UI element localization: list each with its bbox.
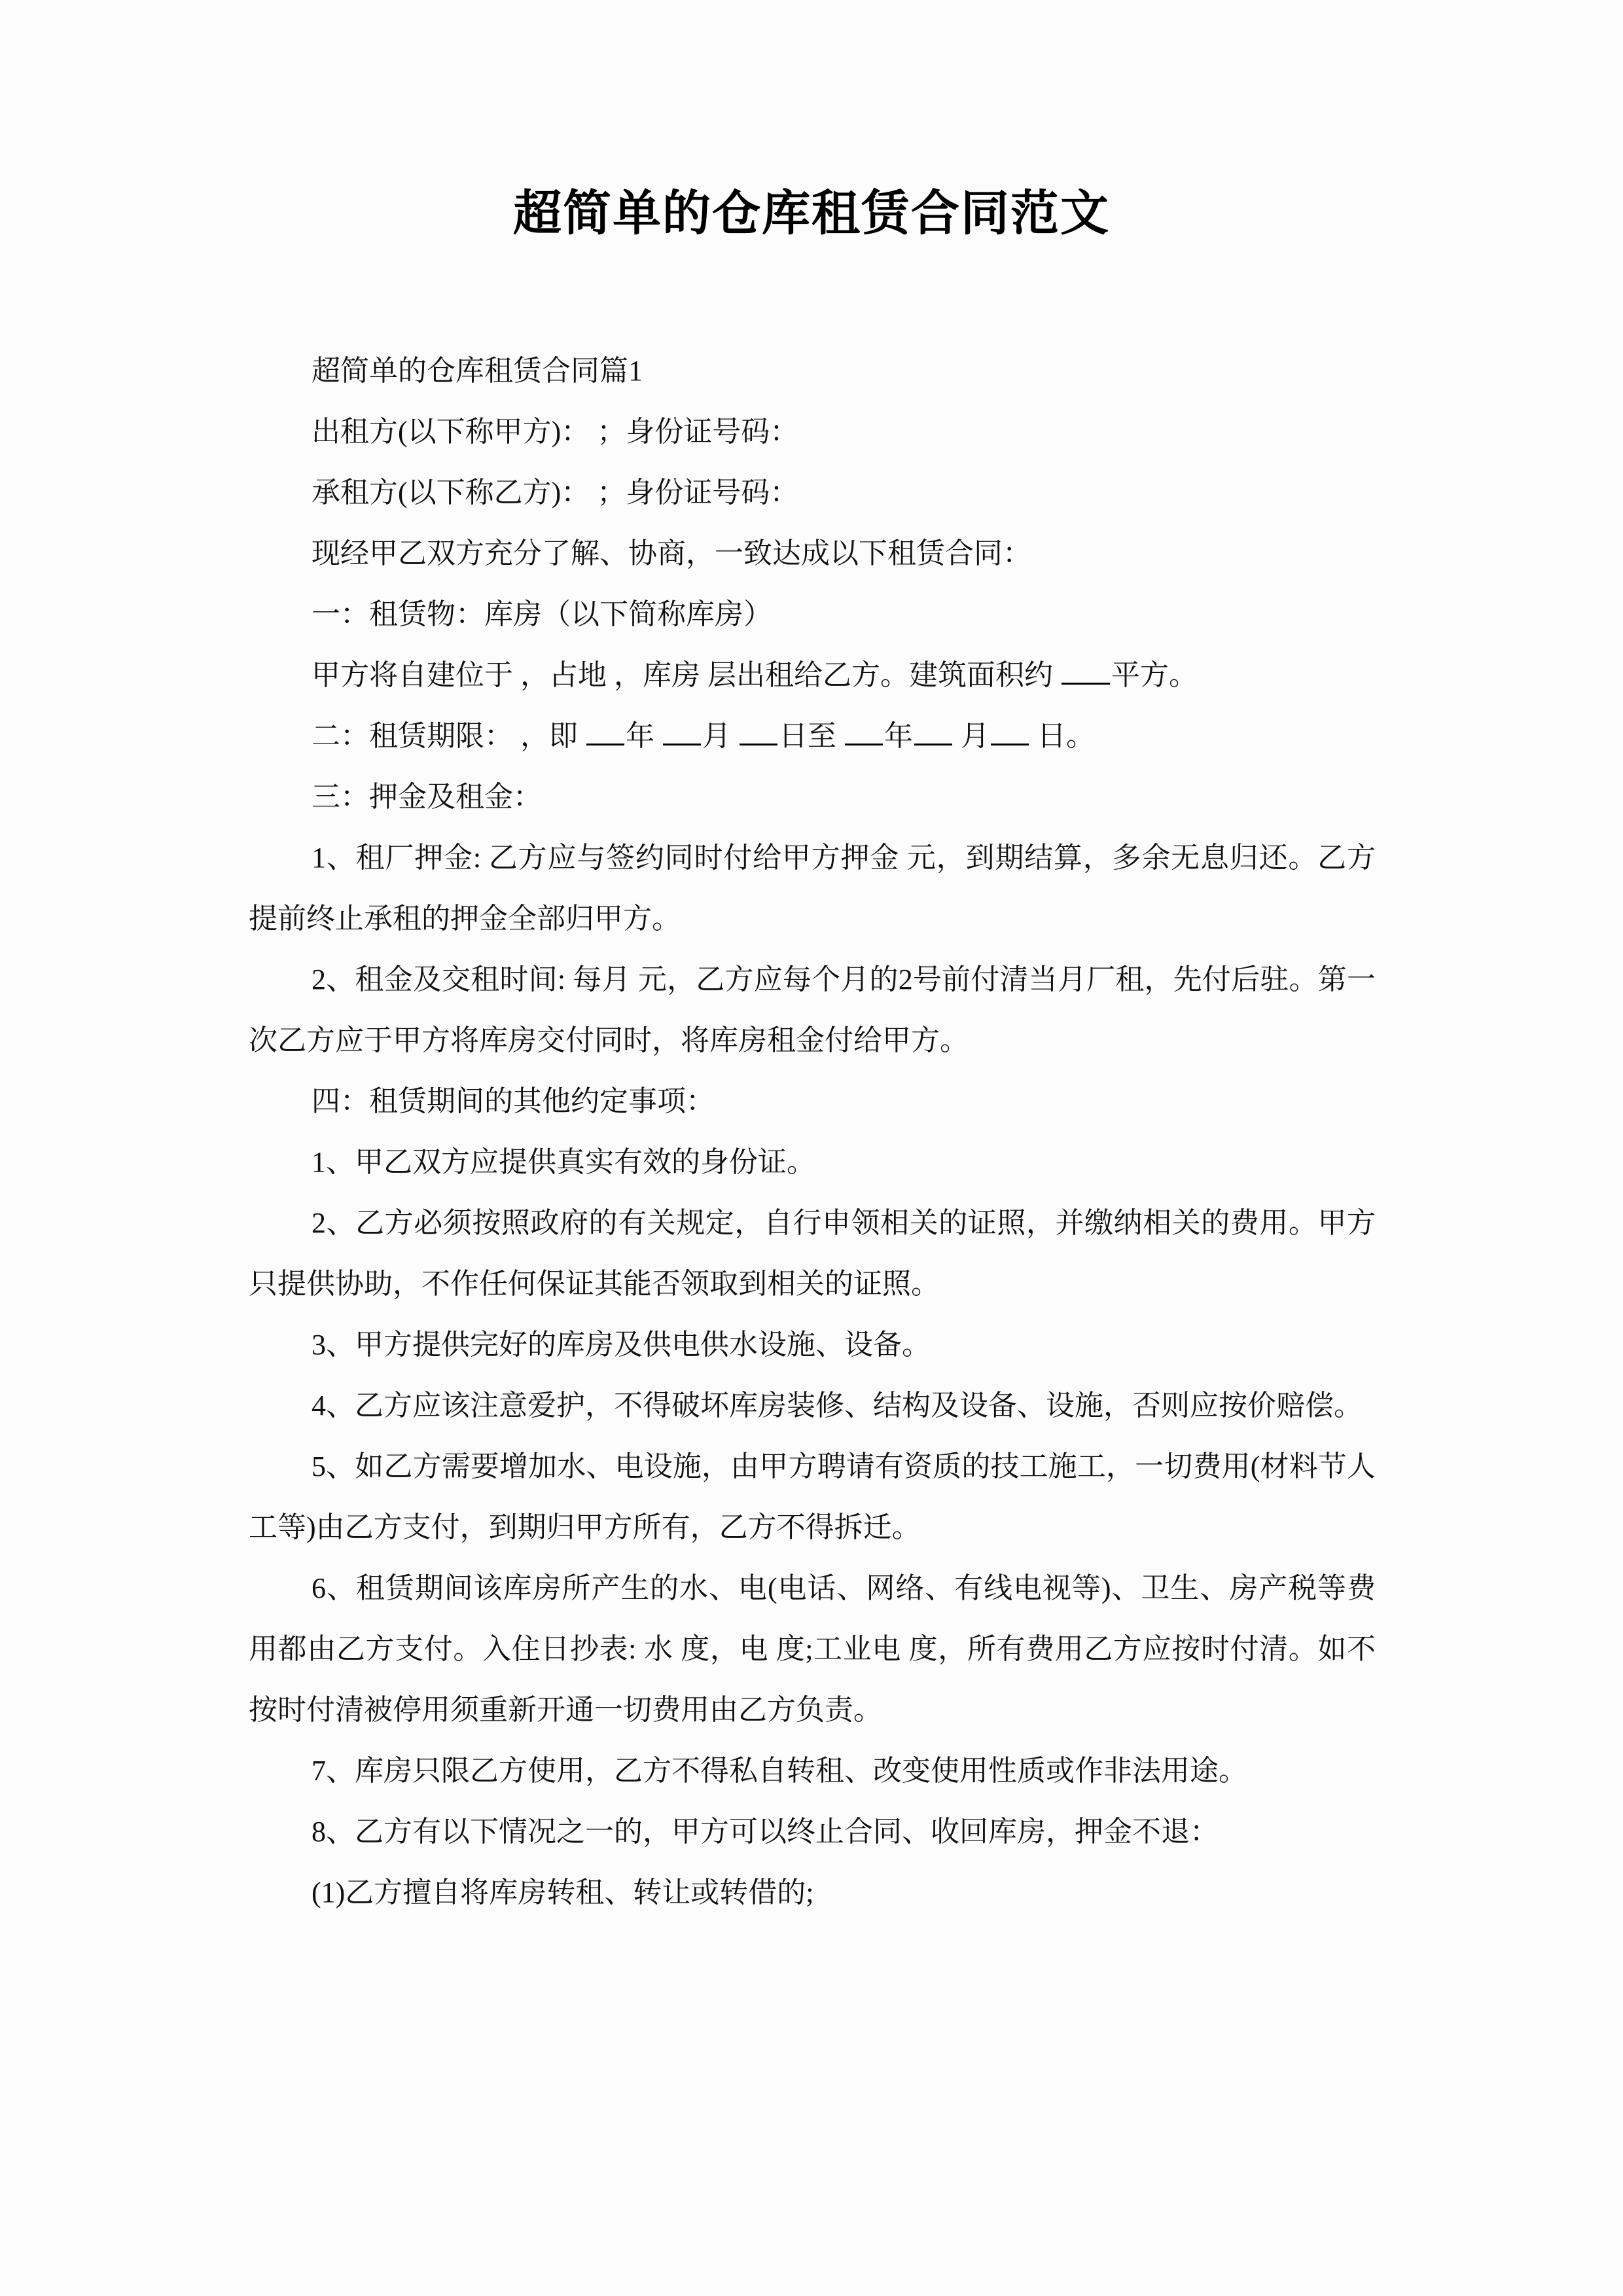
heading-sub: 超简单的仓库租赁合同篇1 — [312, 355, 643, 387]
document-body — [249, 340, 1376, 1923]
page-title: 超简单的仓库租赁合同范文 — [513, 185, 1110, 242]
item-4-4-care: 4、乙方应该注意爱护，不得破坏库房装修、结构及设备、设施，否则应按价赔偿。 — [312, 1390, 1363, 1422]
seg-day1: 日至 — [779, 720, 844, 752]
seg-month1: 月 — [702, 720, 738, 752]
clause-4-heading: 四：租赁期间的其他约定事项： — [312, 1085, 715, 1117]
item-4-2-licenses: 2、乙方必须按照政府的有关规定，自行申领相关的证照，并缴纳相关的费用。甲方只提供协助，不作任何保证其能否领取到相关的证照。 — [249, 1207, 1376, 1300]
item-4-8-sub-a: (1)乙方擅自将库房转租、转让或转借的; — [312, 1876, 814, 1909]
item-rent-payment: 2、租金及交租时间: 每月 元，乙方应每个月的2号前付清当月厂租，先付后驻。第一次乙方应于甲方将库房交付同时，将库房租金付给甲方。 — [249, 963, 1376, 1056]
clause-1-text-post: 平方。 — [1111, 659, 1198, 691]
seg-day2: 日。 — [1030, 720, 1095, 752]
seg-month2: 月 — [954, 720, 990, 752]
end-month-blank — [914, 744, 952, 745]
clause-1-heading: 一：租赁物：库房（以下简称库房） — [312, 598, 772, 630]
clause-1-text-pre: 甲方将自建位于 ，占地 ，库房 层出租给乙方。建筑面积约 — [312, 659, 1060, 691]
clause-3-heading: 三：押金及租金： — [312, 781, 542, 813]
item-4-3-facilities: 3、甲方提供完好的库房及供电供水设施、设备。 — [312, 1329, 931, 1361]
paragraph-lessor: 出租方(以下称甲方)： ；身份证号码： — [312, 416, 799, 448]
end-day-blank — [991, 744, 1029, 745]
item-deposit: 1、租厂押金: 乙方应与签约同时付给甲方押金 元，到期结算，多余无息归还。乙方提前终止承租的押金全部归甲方。 — [249, 842, 1376, 935]
area-blank — [1061, 683, 1110, 685]
item-4-6-utility-fees: 6、租赁期间该库房所产生的水、电(电话、网络、有线电视等)、卫生、房产税等费用都由乙方支付。入住日抄表: 水 度，电 度;工业电 度，所有费用乙方应按时付清。如不按时付清被停用须重新开通一切费用由乙方负责。 — [249, 1572, 1376, 1726]
end-year-blank — [845, 744, 883, 745]
clause-2-heading — [249, 706, 1376, 766]
item-4-5-utilities-install: 5、如乙方需要增加水、电设施，由甲方聘请有资质的技工施工，一切费用(材料节人工等)由乙方支付，到期归甲方所有，乙方不得拆迁。 — [249, 1450, 1376, 1543]
paragraph-lessee: 承租方(以下称乙方)： ；身份证号码： — [312, 476, 799, 509]
paragraph-preamble: 现经甲乙双方充分了解、协商，一致达成以下租赁合同： — [312, 537, 1031, 569]
clause-1-body — [249, 645, 1376, 706]
item-4-7-use-restriction: 7、库房只限乙方使用，乙方不得私自转租、改变使用性质或作非法用途。 — [312, 1755, 1247, 1787]
start-year-blank — [586, 744, 624, 745]
start-day-blank — [740, 744, 777, 745]
start-month-blank — [663, 744, 701, 745]
item-4-8-termination: 8、乙方有以下情况之一的，甲方可以终止合同、收回库房，押金不退： — [312, 1816, 1219, 1848]
seg-year1: 年 — [626, 720, 662, 752]
item-4-1-id-docs: 1、甲乙双方应提供真实有效的身份证。 — [312, 1146, 815, 1178]
clause-2-text-pre: 二：租赁期限： ，即 — [312, 720, 585, 752]
seg-year2: 年 — [884, 720, 913, 752]
